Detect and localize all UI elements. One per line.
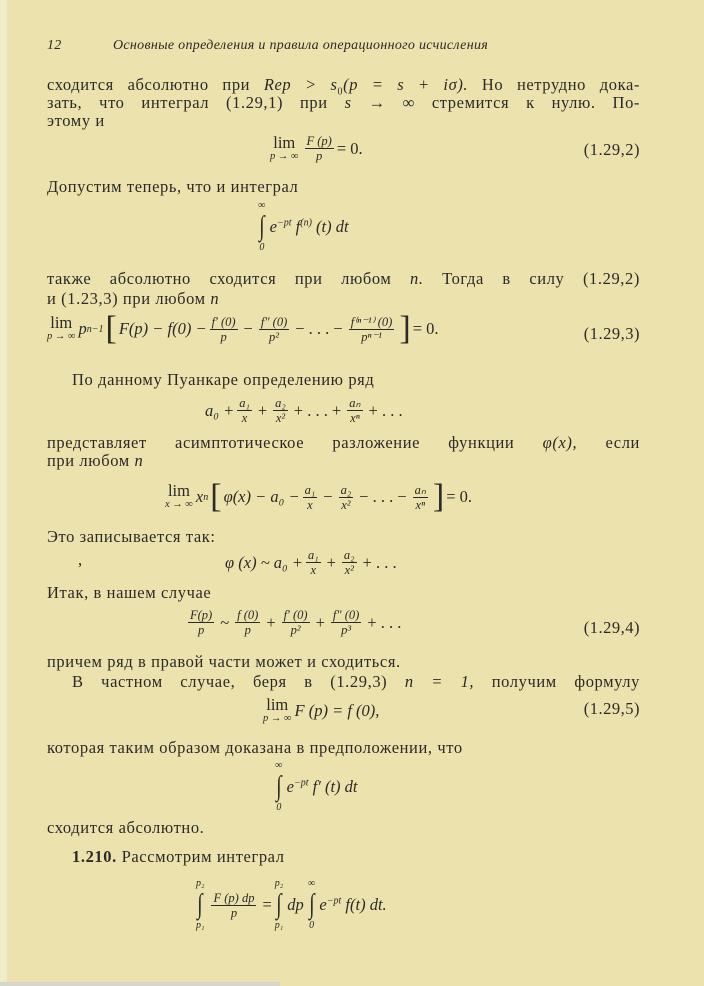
page-number: 12 xyxy=(47,38,62,53)
text-line: По данному Пуанкаре определению ряд xyxy=(72,370,375,389)
text-line: сходится абсолютно. xyxy=(47,818,205,837)
text-line: Итак, в нашем случае xyxy=(47,583,212,602)
section-heading: 1.210. Рассмотрим интеграл xyxy=(72,847,285,866)
text-line: зать, что интеграл (1.29,1) при s → ∞ стремится к нулю. По- xyxy=(47,93,641,112)
text-line: Это записывается так: xyxy=(47,527,216,546)
text-line: В частном случае, беря в (1.29,3) n = 1, получим формулу xyxy=(72,672,640,691)
text-line: представляет асимптотическое разложение функции φ(x), если xyxy=(47,433,640,452)
integral-fn: ∞ ∫ 0 $e^{-pt}$ $f^{(n)}$ (t) dt xyxy=(258,200,349,253)
equation-number: (1.29,2) xyxy=(583,140,640,159)
equation-integral-identity: p₂ ∫ p₁ $\frac{F (p) dp}{p}$ = p₂ ∫ p₁ dp ∞ ∫ 0 $e^{-pt}$ f(t) dt. xyxy=(196,878,387,931)
scan-bottom-strip xyxy=(0,982,280,986)
equation-asymptotic-limit: lim x → ∞ x n [ φ(x) − a₀ − $\frac{\text{a₁}}{x}$ − $\frac{\text{a₂}}{\text{x²}}$ − . . . − $\frac{\text{aₙ}}{\text{xⁿ}}$ ] = 0. xyxy=(165,478,473,515)
asymptotic-expansion: φ (x) ~ a₀ + $\frac{\text{a₁}}{x}$ + $\frac{\text{a₂}}{\text{x²}}$ + . . . xyxy=(225,548,397,577)
series: a₀ + $\frac{\text{a₁}}{x}$ + $\frac{\text{a₂}}{\text{x²}}$ + . . . + $\frac{\text{aₙ}}{\text{xⁿ}}$ + . . . xyxy=(205,396,403,425)
text-line: сходится абсолютно при Rep > $s_0(p = s + i\sigma)$. Но нетрудно дока- xyxy=(47,75,640,98)
equation-1-29-4: $\frac{F(p)}{p}$ ~ $\frac{f (0)}{p}$ + $\frac{f' (0)}{\text{p²}}$ + $\frac{f'' (0)}{\text{p³}}$ + . . . xyxy=(190,608,402,637)
text-line: этому и xyxy=(47,111,105,130)
stray-comma: , xyxy=(78,550,83,569)
equation-1-29-2: lim p → ∞ $\frac{F (p)}{p}$ = 0. xyxy=(270,132,363,163)
equation-number: (1.29,5) xyxy=(583,699,640,718)
equation-number: (1.29,4) xyxy=(583,618,640,637)
scan-edge xyxy=(0,0,7,986)
text-line: и (1.23,3) при любом n xyxy=(47,289,220,308)
text-line: также абсолютно сходится при любом n. Тогда в силу (1.29,2) xyxy=(47,269,640,288)
text-line: при любом n xyxy=(47,451,144,470)
running-title: Основные определения и правила операционного исчисления xyxy=(113,38,489,53)
text-line: Допустим теперь, что и интеграл xyxy=(47,177,299,196)
equation-1-29-5: lim p → ∞ F (p) = f (0), xyxy=(263,695,380,724)
text-line: причем ряд в правой части может и сходиться. xyxy=(47,652,401,671)
text-line: которая таким образом доказана в предположении, что xyxy=(47,738,463,757)
equation-1-29-3: lim p → ∞ p n−1 [ F(p) − f(0) − $\frac{f' (0)}{p}$ − $\frac{f'' (0)}{\text{p²}}$ − . . . − $\frac{\text{f⁽ⁿ⁻¹⁾ (0)}}{\text{pⁿ⁻¹}}$ ] = 0. xyxy=(47,310,439,347)
equation-number: (1.29,3) xyxy=(583,324,640,343)
integral-derivative: ∞ ∫ 0 $e^{-pt}$ f′ (t) dt xyxy=(275,760,358,813)
